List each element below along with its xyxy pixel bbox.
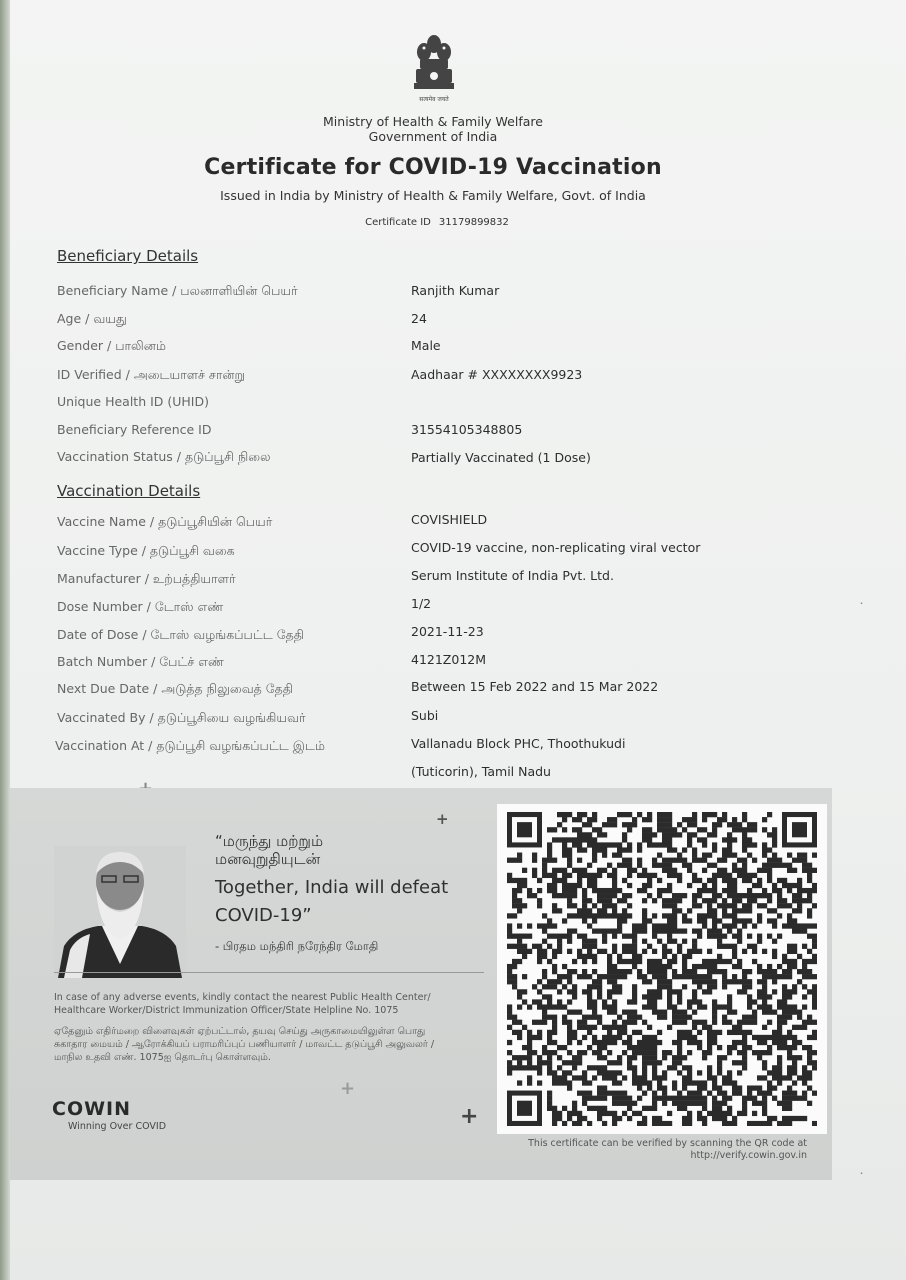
reference-id-value: 31554105348805 <box>411 422 523 437</box>
age-value: 24 <box>411 311 427 326</box>
vaccine-name-label: Vaccine Name / தடுப்பூசியின் பெயர் <box>57 514 273 529</box>
notice-line: Healthcare Worker/District Immunization Officer/State Helpline No. 1075 <box>54 1005 399 1016</box>
quote-english-line2: COVID-19” <box>215 905 312 926</box>
dose-number-label: Dose Number / டோஸ் எண் <box>57 599 224 614</box>
vaccine-type-label: Vaccine Type / தடுப்பூசி வகை <box>57 543 235 558</box>
beneficiary-name-label: Beneficiary Name / பலனாளியின் பெயர் <box>57 283 298 298</box>
vaccination-at-value: Vallanadu Block PHC, Thoothukudi <box>411 736 626 751</box>
dot-mark: · <box>860 1169 864 1178</box>
adverse-events-notice <box>54 991 494 1017</box>
vaccination-heading: Vaccination Details <box>57 482 201 500</box>
government-name: Government of India <box>368 129 498 144</box>
id-verified-label: ID Verified / அடையாளச் சான்று <box>57 367 245 382</box>
date-of-dose-label: Date of Dose / டோஸ் வழங்கப்பட்ட தேதி <box>57 627 304 642</box>
qr-code <box>507 812 817 1126</box>
quote-english-line1: Together, India will defeat <box>215 877 449 898</box>
vaccination-status-value: Partially Vaccinated (1 Dose) <box>411 450 591 465</box>
plus-mark-icon: + <box>340 1078 356 1099</box>
divider <box>54 972 484 973</box>
vaccinated-by-label: Vaccinated By / தடுப்பூசியை வழங்கியவர் <box>57 710 306 725</box>
national-emblem-icon <box>410 32 458 108</box>
batch-number-label: Batch Number / பேட்ச் எண் <box>57 654 224 669</box>
vaccine-name-value: COVISHIELD <box>411 512 488 527</box>
verify-note <box>497 1138 807 1162</box>
vaccine-type-value: COVID-19 vaccine, non-replicating viral vector <box>411 540 701 555</box>
page-subtitle: Issued in India by Ministry of Health & Family Welfare, Govt. of India <box>220 188 646 203</box>
notice-line: சுகாதார மையம் / ஆரோக்கியப் பராமரிப்புப் பணியாளர் / மாவட்ட தடுப்பூசி அலுவலர் / <box>54 1039 435 1050</box>
quote-tamil-line1: “மருந்து மற்றும் <box>215 832 324 850</box>
prime-minister-portrait <box>54 846 186 978</box>
vaccination-at-label: Vaccination At / தடுப்பூசி வழங்கப்பட்ட இடம் <box>55 738 325 753</box>
notice-line: மாநில உதவி எண். 1075ஐ தொடர்பு கொள்ளவும். <box>54 1052 271 1063</box>
date-of-dose-value: 2021-11-23 <box>411 624 484 639</box>
gender-label: Gender / பாலினம் <box>57 338 166 353</box>
cowin-tagline: Winning Over COVID <box>68 1121 167 1132</box>
certificate-id-value: 31179899832 <box>438 217 509 228</box>
beneficiary-name-value: Ranjith Kumar <box>411 283 500 298</box>
quote-attribution: - பிரதம மந்திரி நரேந்திர மோதி <box>215 939 379 953</box>
dose-number-value: 1/2 <box>411 596 432 611</box>
reference-id-label: Beneficiary Reference ID <box>57 422 212 437</box>
adverse-events-notice-tamil <box>54 1025 494 1064</box>
vaccination-status-label: Vaccination Status / தடுப்பூசி நிலை <box>57 449 271 464</box>
emblem-motto: सत्यमेव जयते <box>419 96 449 103</box>
certificate-id <box>10 217 856 228</box>
batch-number-value: 4121Z012M <box>411 652 487 667</box>
beneficiary-heading: Beneficiary Details <box>57 247 199 265</box>
gender-value: Male <box>411 338 441 353</box>
plus-mark-icon: + <box>436 810 449 828</box>
vaccination-at-value-line2: (Tuticorin), Tamil Nadu <box>411 764 551 779</box>
plus-mark-icon: + <box>460 1104 479 1129</box>
certificate-page <box>10 0 906 1280</box>
certificate-id-label: Certificate ID <box>365 217 431 228</box>
ministry-name: Ministry of Health & Family Welfare <box>323 114 543 129</box>
verify-note-url: http://verify.cowin.gov.in <box>690 1150 807 1161</box>
next-due-date-label: Next Due Date / அடுத்த நிலுவைத் தேதி <box>57 681 294 696</box>
quote-tamil-line2: மனவுறுதியுடன் <box>215 850 321 868</box>
quote-english <box>215 874 448 930</box>
page-title: Certificate for COVID-19 Vaccination <box>204 155 662 180</box>
cowin-logo: COWIN <box>52 1098 132 1120</box>
notice-line: In case of any adverse events, kindly contact the nearest Public Health Center/ <box>54 992 431 1003</box>
dot-mark: · <box>860 599 864 608</box>
age-label: Age / வயது <box>57 311 127 326</box>
manufacturer-label: Manufacturer / உற்பத்தியாளர் <box>57 571 236 586</box>
quote-tamil <box>215 832 323 868</box>
uhid-label: Unique Health ID (UHID) <box>57 394 209 409</box>
vaccinated-by-value: Subi <box>411 708 439 723</box>
next-due-date-value: Between 15 Feb 2022 and 15 Mar 2022 <box>411 679 659 694</box>
notice-line: ஏதேனும் எதிர்மறை விளைவுகள் ஏற்பட்டால், தயவு செய்து அருகாமையிலுள்ள பொது <box>54 1026 426 1037</box>
manufacturer-value: Serum Institute of India Pvt. Ltd. <box>411 568 614 583</box>
id-verified-value: Aadhaar # XXXXXXXX9923 <box>411 367 583 382</box>
verify-note-line1: This certificate can be verified by scanning the QR code at <box>528 1138 807 1149</box>
